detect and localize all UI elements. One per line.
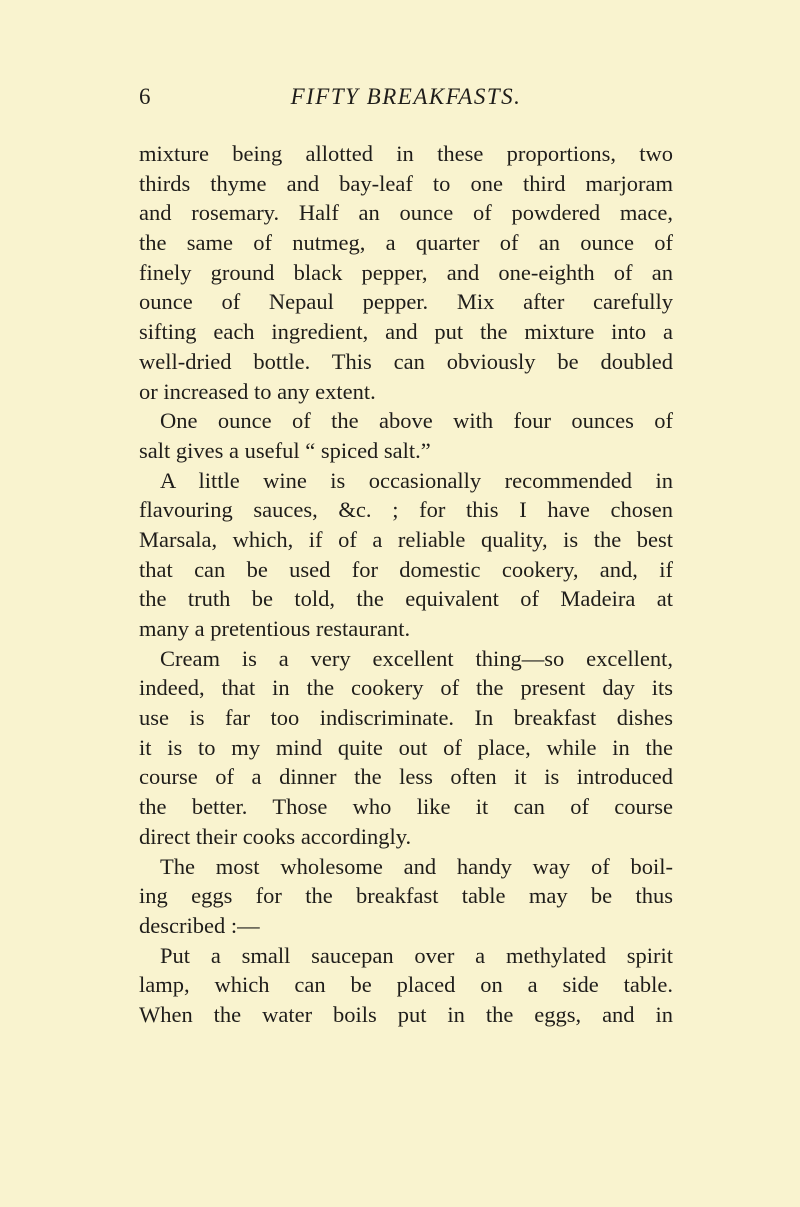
- text-line: indeed, that in the cookery of the present day its: [139, 675, 673, 701]
- page-number: 6: [139, 84, 151, 109]
- text-line: When the water boils put in the eggs, and in: [139, 1001, 673, 1027]
- text-line: ing eggs for the breakfast table may be thus: [139, 883, 673, 909]
- text-line: it is to my mind quite out of place, while in the: [139, 734, 673, 760]
- body-text: [139, 139, 673, 1030]
- text-line: A little wine is occasionally recommended in: [160, 467, 673, 493]
- text-line: Marsala, which, if of a reliable quality, is the best: [139, 526, 673, 552]
- text-line: course of a dinner the less often it is introduced: [139, 764, 673, 790]
- text-line: use is far too indiscriminate. In breakfast dishes: [139, 705, 673, 731]
- text-line: Cream is a very excellent thing—so excellent,: [160, 645, 673, 671]
- text-line: or increased to any extent.: [139, 378, 376, 404]
- text-line: and rosemary. Half an ounce of powdered mace,: [139, 200, 673, 226]
- text-line: mixture being allotted in these proportions, two: [139, 141, 673, 166]
- text-line: the truth be told, the equivalent of Madeira at: [139, 586, 673, 612]
- text-line: described :—: [139, 912, 260, 938]
- running-title: FIFTY BREAKFASTS.: [290, 84, 522, 109]
- text-line: direct their cooks accordingly.: [139, 823, 412, 849]
- text-line: sifting each ingredient, and put the mixture into a: [139, 319, 673, 345]
- text-line: salt gives a useful “ spiced salt.”: [139, 437, 431, 463]
- text-line: finely ground black pepper, and one-eighth of an: [139, 259, 673, 285]
- text-line: flavouring sauces, &c. ; for this I have chosen: [139, 497, 673, 523]
- text-line: One ounce of the above with four ounces of: [160, 408, 673, 434]
- text-line: many a pretentious restaurant.: [139, 616, 411, 641]
- text-line: lamp, which can be placed on a side table.: [139, 972, 673, 998]
- text-line: that can be used for domestic cookery, and, if: [139, 556, 673, 582]
- text-line: thirds thyme and bay-leaf to one third marjoram: [139, 170, 673, 196]
- page-header: [139, 82, 673, 112]
- text-line: Put a small saucepan over a methylated spirit: [160, 942, 673, 968]
- text-line: The most wholesome and handy way of boil-: [160, 853, 673, 879]
- text-line: the same of nutmeg, a quarter of an ounce of: [139, 230, 673, 256]
- text-line: ounce of Nepaul pepper. Mix after carefully: [139, 289, 673, 315]
- text-line: the better. Those who like it can of course: [139, 794, 673, 820]
- text-line: well-dried bottle. This can obviously be doubled: [139, 348, 673, 374]
